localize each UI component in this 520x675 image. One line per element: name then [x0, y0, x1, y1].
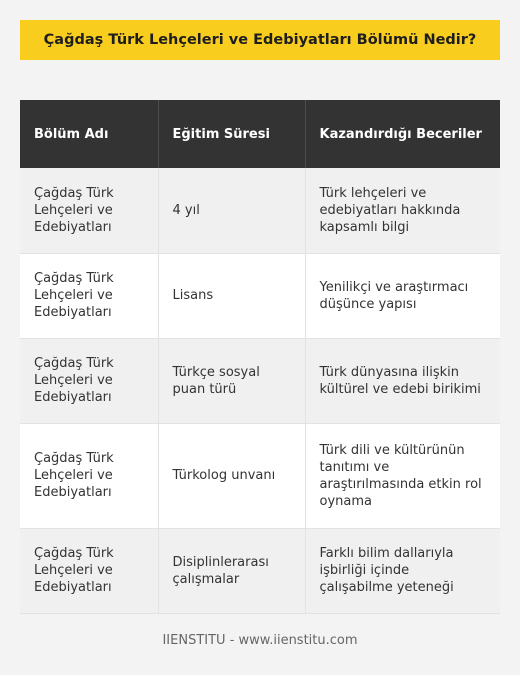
cell-skills: Yenilikçi ve araştırmacı düşünce yapısı [305, 253, 500, 338]
cell-duration: Türkçe sosyal puan türü [158, 338, 305, 423]
cell-department: Çağdaş Türk Lehçeleri ve Edebiyatları [20, 338, 158, 423]
header-department: Bölüm Adı [20, 100, 158, 168]
cell-skills: Türk dünyasına ilişkin kültürel ve edebi birikimi [305, 338, 500, 423]
cell-skills: Farklı bilim dallarıyla işbirliği içinde çalışabilme yeteneği [305, 528, 500, 613]
table-row [20, 423, 500, 528]
page-title: Çağdaş Türk Lehçeleri ve Edebiyatları Bölümü Nedir? [43, 32, 477, 48]
cell-skills: Türk dili ve kültürünün tanıtımı ve araştırılmasında etkin rol oynama [305, 423, 500, 528]
cell-department: Çağdaş Türk Lehçeleri ve Edebiyatları [20, 253, 158, 338]
table-header-row [20, 100, 500, 168]
footer-credit: IIENSTITU - www.iienstitu.com [162, 633, 358, 648]
info-table [20, 100, 500, 614]
cell-skills: Türk lehçeleri ve edebiyatları hakkında kapsamlı bilgi [305, 168, 500, 253]
cell-duration: Lisans [158, 253, 305, 338]
header-duration: Eğitim Süresi [158, 100, 305, 168]
table-row [20, 168, 500, 253]
table-row [20, 528, 500, 613]
page-title-banner [20, 20, 500, 60]
cell-department: Çağdaş Türk Lehçeleri ve Edebiyatları [20, 423, 158, 528]
cell-duration: Türkolog unvanı [158, 423, 305, 528]
cell-department: Çağdaş Türk Lehçeleri ve Edebiyatları [20, 168, 158, 253]
cell-department: Çağdaş Türk Lehçeleri ve Edebiyatları [20, 528, 158, 613]
cell-duration: 4 yıl [158, 168, 305, 253]
header-skills: Kazandırdığı Beceriler [305, 100, 500, 168]
cell-duration: Disiplinlerarası çalışmalar [158, 528, 305, 613]
table-row [20, 253, 500, 338]
table-row [20, 338, 500, 423]
